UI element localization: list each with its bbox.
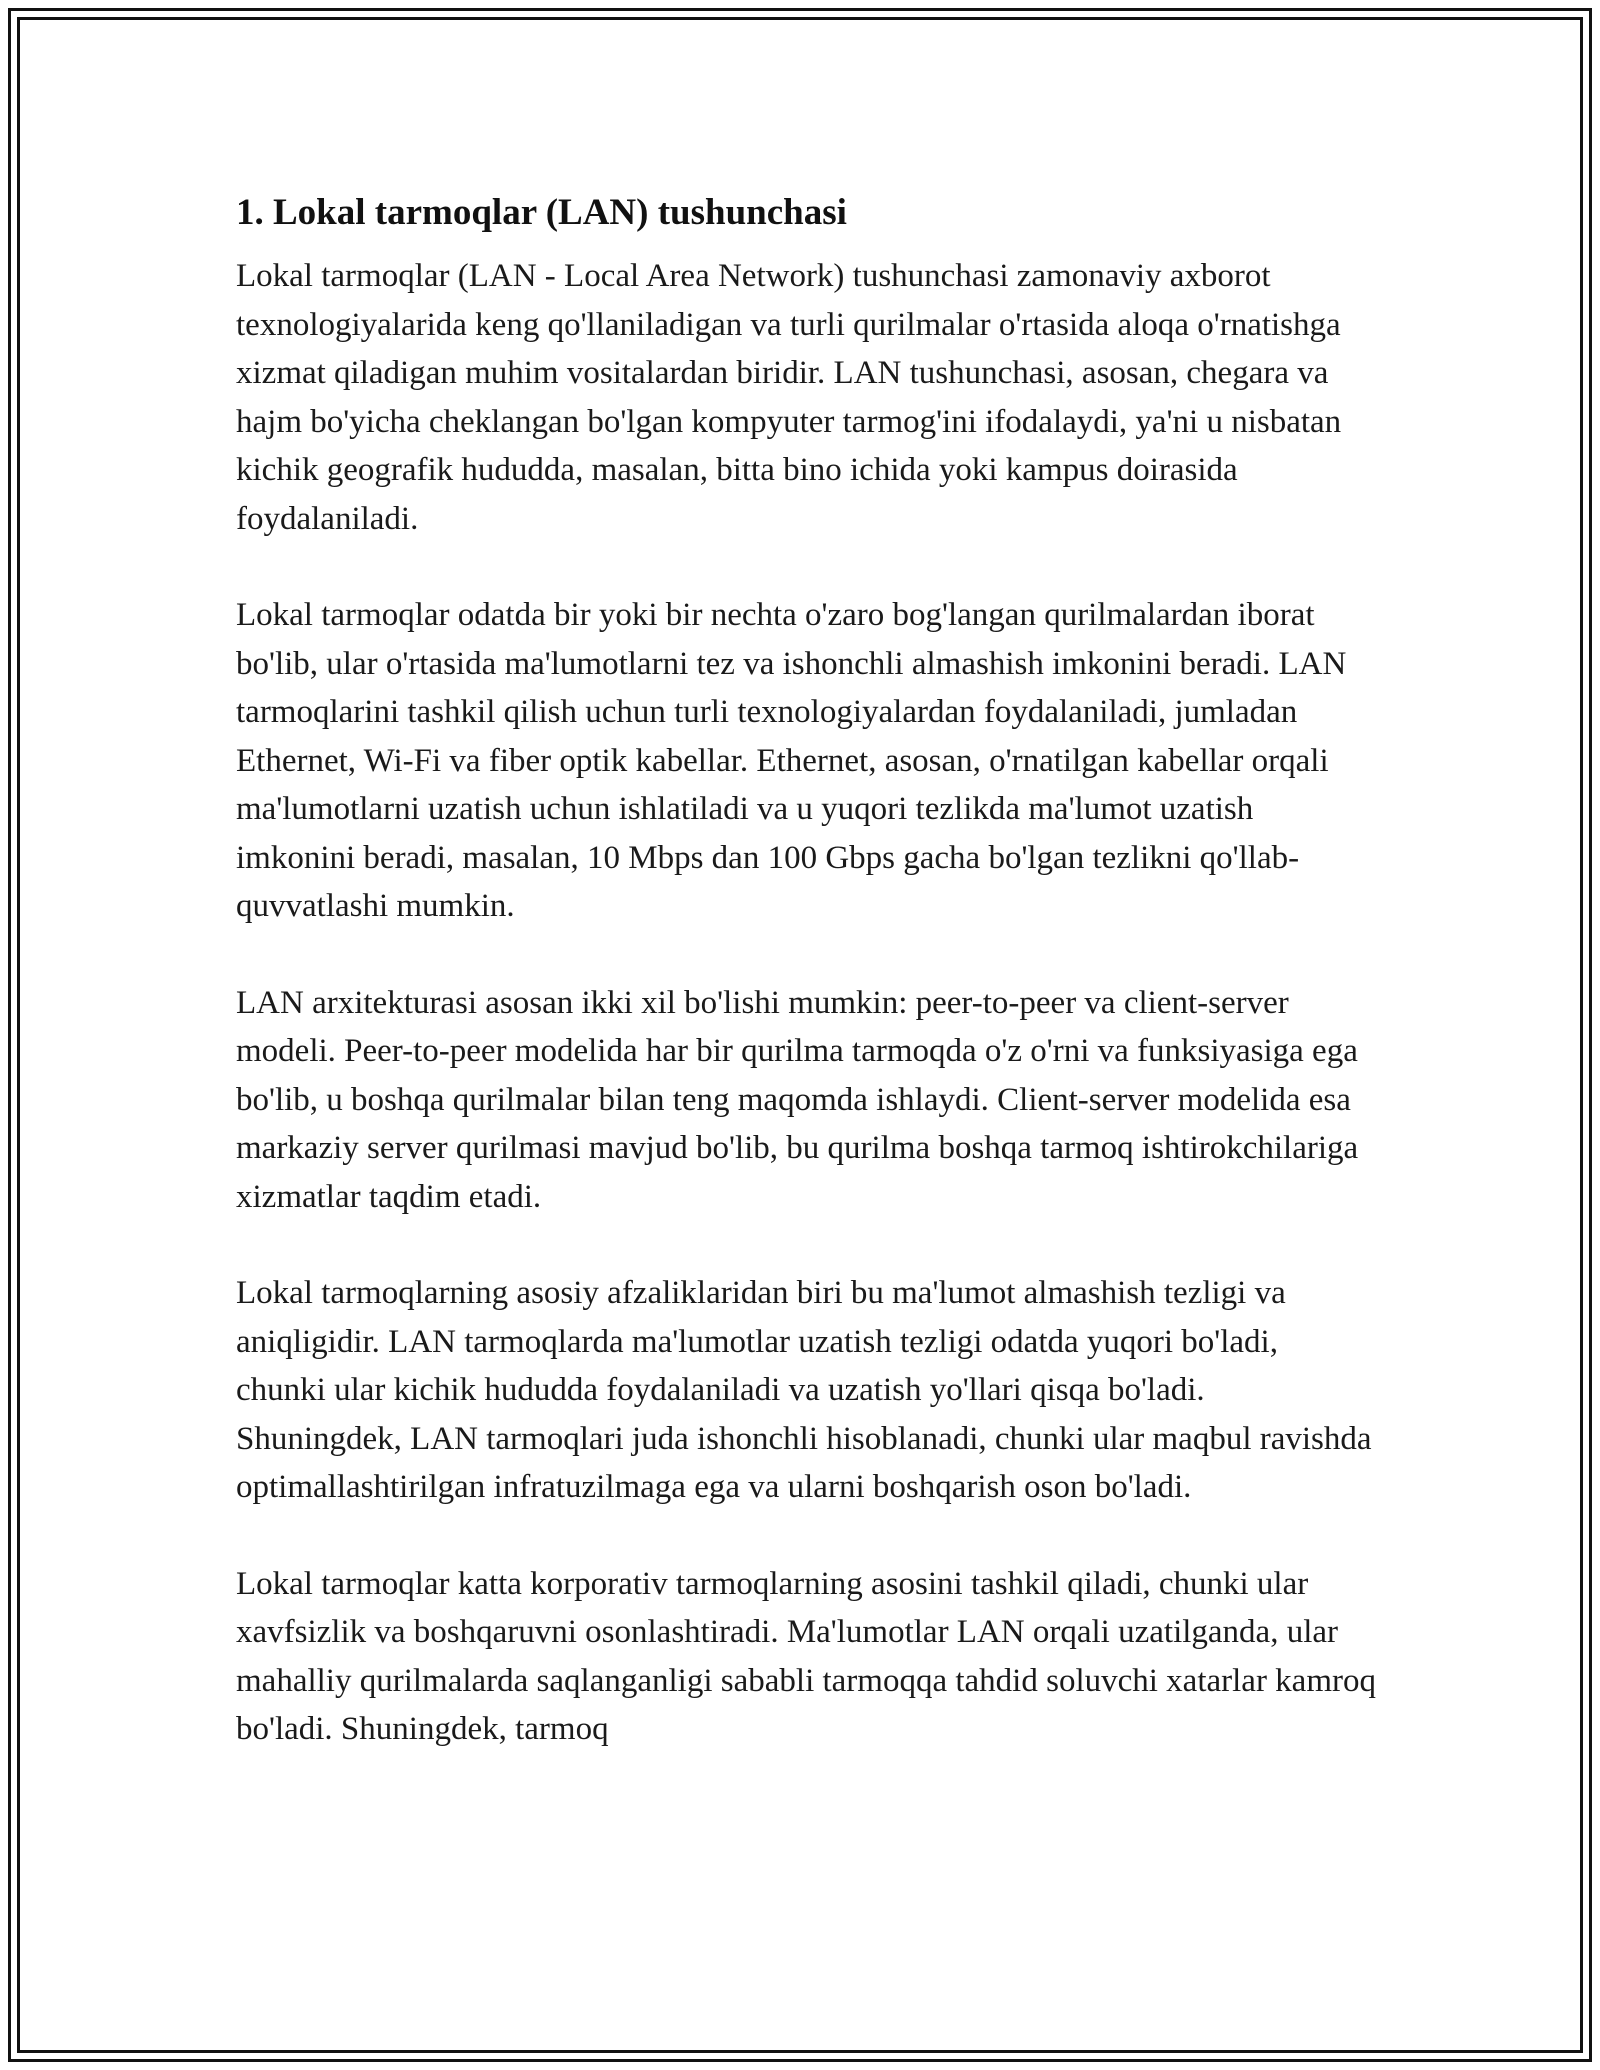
paragraph-3: LAN arxitekturasi asosan ikki xil bo'lishi mumkin: peer-to-peer va client-server modeli. Peer-to-peer modelida har bir qurilma tarmoqda o'z o'rni va funksiyasiga ega bo'lib, u boshqa qurilmalar bilan teng maqomda ishlaydi. Client-server modelida esa markaziy server qurilmasi mavjud bo'lib, bu qurilma boshqa tarmoq ishtirokchilariga xizmatlar taqdim etadi.: [236, 984, 1359, 1215]
document-body: [236, 188, 1376, 1802]
paragraph-1: Lokal tarmoqlar (LAN - Local Area Network) tushunchasi zamonaviy axborot texnologiyalarida keng qo'llaniladigan va turli qurilmalar o'rtasida aloqa o'rnatishga xizmat qiladigan muhim vositalardan biridir. LAN tushunchasi, asosan, chegara va hajm bo'yicha cheklangan bo'lgan kompyuter tarmog'ini ifodalaydi, ya'ni u nisbatan kichik geografik hududda, masalan, bitta bino ichida yoki kampus doirasida foydalaniladi.: [236, 258, 1342, 537]
section-heading: 1. Lokal tarmoqlar (LAN) tushunchasi: [236, 192, 847, 233]
paragraph-2: Lokal tarmoqlar odatda bir yoki bir nechta o'zaro bog'langan qurilmalardan iborat bo'lib, ular o'rtasida ma'lumotlarni tez va ishonchli almashish imkonini beradi. LAN tarmoqlarini tashkil qilish uchun turli texnologiyalardan foydalaniladi, jumladan Ethernet, Wi-Fi va fiber optik kabellar. Ethernet, asosan, o'rnatilgan kabellar orqali ma'lumotlarni uzatish uchun ishlatiladi va u yuqori tezlikda ma'lumot uzatish imkonini beradi, masalan, 10 Mbps dan 100 Gbps gacha bo'lgan tezlikni qo'llab-quvvatlashi mumkin.: [236, 597, 1347, 924]
paragraph-5: Lokal tarmoqlar katta korporativ tarmoqlarning asosini tashkil qiladi, chunki ular xavfsizlik va boshqaruvni osonlashtiradi. Ma'lumotlar LAN orqali uzatilganda, ular mahalliy qurilmalarda saqlanganligi sababli tarmoqqa tahdid soluvchi xatarlar kamroq bo'ladi. Shuningdek, tarmoq: [236, 1565, 1376, 1747]
paragraph-4: Lokal tarmoqlarning asosiy afzaliklaridan biri bu ma'lumot almashish tezligi va aniqligidir. LAN tarmoqlarda ma'lumotlar uzatish tezligi odatda yuqori bo'ladi, chunki ular kichik hududda foydalaniladi va uzatish yo'llari qisqa bo'ladi. Shuningdek, LAN tarmoqlari juda ishonchli hisoblanadi, chunki ular maqbul ravishda optimallashtirilgan infratuzilmaga ega va ularni boshqarish oson bo'ladi.: [236, 1275, 1372, 1505]
